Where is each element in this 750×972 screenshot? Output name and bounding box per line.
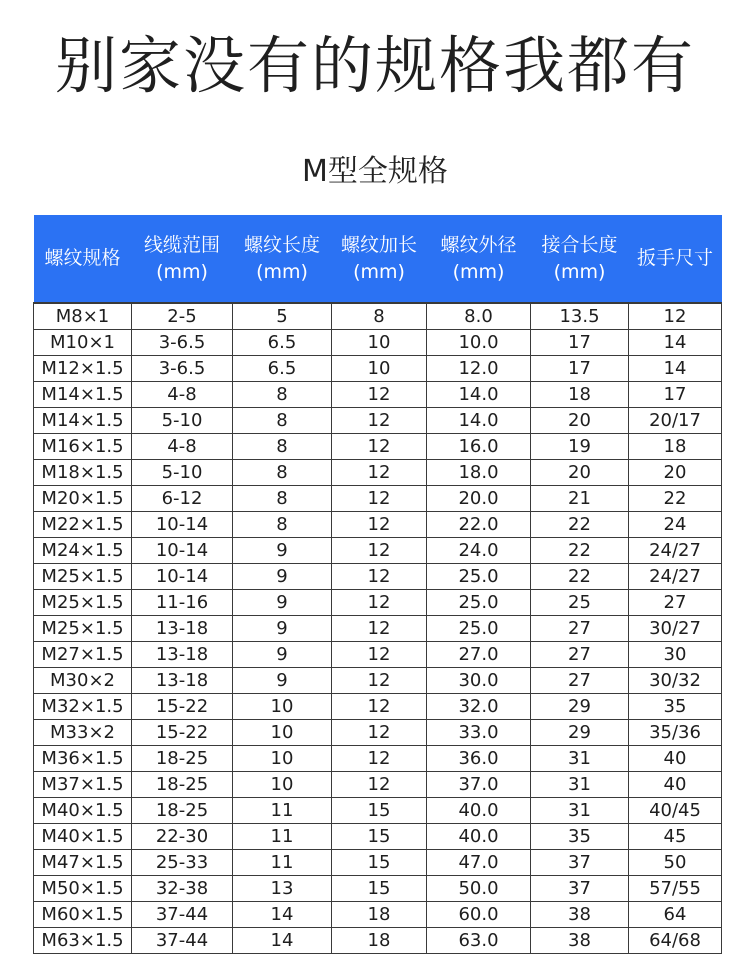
cell-cable-range: 4-8 — [132, 434, 233, 460]
cell-thread-length: 9 — [233, 538, 332, 564]
spec-table — [33, 215, 722, 954]
cell-engagement-length: 22 — [531, 512, 629, 538]
cell-engagement-length: 22 — [531, 538, 629, 564]
cell-thread-length: 14 — [233, 902, 332, 928]
cell-engagement-length: 38 — [531, 928, 629, 954]
cell-engagement-length: 20 — [531, 408, 629, 434]
cell-thread-outer-diameter: 25.0 — [427, 590, 531, 616]
cell-thread-outer-diameter: 24.0 — [427, 538, 531, 564]
cell-thread-outer-diameter: 63.0 — [427, 928, 531, 954]
table-row — [34, 564, 722, 590]
cell-thread-spec: M25×1.5 — [34, 590, 132, 616]
cell-wrench-size: 40 — [629, 772, 722, 798]
cell-thread-outer-diameter: 12.0 — [427, 356, 531, 382]
cell-thread-spec: M40×1.5 — [34, 798, 132, 824]
page-headline: 别家没有的规格我都有 — [54, 29, 695, 102]
column-header-thread-length — [233, 215, 332, 303]
cell-thread-spec: M47×1.5 — [34, 850, 132, 876]
cell-thread-extension: 15 — [332, 850, 427, 876]
cell-cable-range: 10-14 — [132, 564, 233, 590]
cell-thread-length: 6.5 — [233, 356, 332, 382]
cell-wrench-size: 35/36 — [629, 720, 722, 746]
cell-engagement-length: 31 — [531, 772, 629, 798]
cell-wrench-size: 64/68 — [629, 928, 722, 954]
cell-thread-length: 8 — [233, 382, 332, 408]
cell-thread-spec: M22×1.5 — [34, 512, 132, 538]
cell-thread-extension: 12 — [332, 590, 427, 616]
cell-thread-spec: M27×1.5 — [34, 642, 132, 668]
table-row — [34, 330, 722, 356]
cell-wrench-size: 20 — [629, 460, 722, 486]
table-row — [34, 512, 722, 538]
cell-cable-range: 10-14 — [132, 512, 233, 538]
cell-thread-extension: 12 — [332, 720, 427, 746]
column-header-unit: (mm) — [353, 260, 405, 283]
cell-thread-extension: 12 — [332, 564, 427, 590]
cell-thread-extension: 18 — [332, 902, 427, 928]
table-row — [34, 642, 722, 668]
cell-engagement-length: 31 — [531, 746, 629, 772]
cell-engagement-length: 29 — [531, 720, 629, 746]
column-header-wrench-size — [629, 215, 722, 303]
column-header-unit: (mm) — [553, 260, 606, 283]
cell-wrench-size: 14 — [629, 330, 722, 356]
column-header-label: 螺纹外径 — [440, 233, 517, 256]
table-row — [34, 408, 722, 434]
table-row — [34, 746, 722, 772]
cell-engagement-length: 22 — [531, 564, 629, 590]
cell-cable-range: 25-33 — [132, 850, 233, 876]
cell-thread-length: 10 — [233, 694, 332, 720]
table-row — [34, 538, 722, 564]
cell-thread-extension: 8 — [332, 303, 427, 330]
cell-thread-outer-diameter: 10.0 — [427, 330, 531, 356]
column-header-unit: (mm) — [156, 260, 208, 283]
cell-thread-length: 6.5 — [233, 330, 332, 356]
cell-thread-spec: M14×1.5 — [34, 408, 132, 434]
cell-cable-range: 2-5 — [132, 303, 233, 330]
cell-thread-outer-diameter: 22.0 — [427, 512, 531, 538]
cell-thread-extension: 12 — [332, 460, 427, 486]
cell-cable-range: 37-44 — [132, 902, 233, 928]
table-row — [34, 590, 722, 616]
table-title: M型全规格 — [302, 154, 448, 189]
cell-engagement-length: 13.5 — [531, 303, 629, 330]
cell-wrench-size: 24 — [629, 512, 722, 538]
cell-thread-extension: 12 — [332, 668, 427, 694]
cell-cable-range: 3-6.5 — [132, 356, 233, 382]
cell-wrench-size: 24/27 — [629, 564, 722, 590]
table-row — [34, 720, 722, 746]
column-header-label: 扳手尺寸 — [636, 247, 713, 269]
column-header-thread-outer-diameter — [427, 215, 531, 303]
table-body — [34, 303, 722, 954]
cell-thread-spec: M37×1.5 — [34, 772, 132, 798]
cell-cable-range: 10-14 — [132, 538, 233, 564]
cell-thread-length: 14 — [233, 928, 332, 954]
cell-thread-spec: M50×1.5 — [34, 876, 132, 902]
cell-wrench-size: 14 — [629, 356, 722, 382]
table-row — [34, 486, 722, 512]
cell-thread-length: 5 — [233, 303, 332, 330]
cell-thread-extension: 12 — [332, 694, 427, 720]
cell-thread-spec: M60×1.5 — [34, 902, 132, 928]
cell-thread-outer-diameter: 27.0 — [427, 642, 531, 668]
cell-thread-outer-diameter: 40.0 — [427, 798, 531, 824]
cell-thread-extension: 12 — [332, 382, 427, 408]
cell-thread-spec: M25×1.5 — [34, 564, 132, 590]
cell-engagement-length: 37 — [531, 876, 629, 902]
column-header-thread-spec — [34, 215, 132, 303]
cell-thread-length: 8 — [233, 460, 332, 486]
cell-thread-length: 9 — [233, 616, 332, 642]
cell-thread-outer-diameter: 30.0 — [427, 668, 531, 694]
cell-thread-outer-diameter: 40.0 — [427, 824, 531, 850]
cell-cable-range: 13-18 — [132, 642, 233, 668]
cell-cable-range: 3-6.5 — [132, 330, 233, 356]
cell-thread-spec: M63×1.5 — [34, 928, 132, 954]
cell-thread-spec: M25×1.5 — [34, 616, 132, 642]
cell-thread-extension: 12 — [332, 642, 427, 668]
table-row — [34, 876, 722, 902]
cell-engagement-length: 27 — [531, 668, 629, 694]
cell-wrench-size: 40/45 — [629, 798, 722, 824]
cell-thread-outer-diameter: 36.0 — [427, 746, 531, 772]
table-row — [34, 902, 722, 928]
cell-thread-length: 13 — [233, 876, 332, 902]
cell-thread-spec: M36×1.5 — [34, 746, 132, 772]
cell-engagement-length: 17 — [531, 330, 629, 356]
cell-engagement-length: 19 — [531, 434, 629, 460]
cell-thread-outer-diameter: 8.0 — [427, 303, 531, 330]
table-row — [34, 798, 722, 824]
cell-cable-range: 37-44 — [132, 928, 233, 954]
cell-cable-range: 11-16 — [132, 590, 233, 616]
cell-thread-extension: 12 — [332, 772, 427, 798]
cell-thread-extension: 12 — [332, 616, 427, 642]
cell-engagement-length: 18 — [531, 382, 629, 408]
cell-thread-spec: M24×1.5 — [34, 538, 132, 564]
cell-thread-extension: 10 — [332, 330, 427, 356]
table-row — [34, 356, 722, 382]
cell-wrench-size: 12 — [629, 303, 722, 330]
table-row — [34, 303, 722, 330]
cell-wrench-size: 17 — [629, 382, 722, 408]
cell-thread-length: 8 — [233, 434, 332, 460]
cell-thread-spec: M16×1.5 — [34, 434, 132, 460]
cell-thread-length: 8 — [233, 408, 332, 434]
cell-thread-outer-diameter: 14.0 — [427, 382, 531, 408]
cell-thread-length: 11 — [233, 824, 332, 850]
cell-wrench-size: 27 — [629, 590, 722, 616]
column-header-cable-range — [132, 215, 233, 303]
cell-engagement-length: 27 — [531, 642, 629, 668]
cell-thread-spec: M32×1.5 — [34, 694, 132, 720]
cell-wrench-size: 20/17 — [629, 408, 722, 434]
cell-thread-extension: 10 — [332, 356, 427, 382]
cell-cable-range: 18-25 — [132, 798, 233, 824]
cell-engagement-length: 29 — [531, 694, 629, 720]
cell-thread-outer-diameter: 25.0 — [427, 564, 531, 590]
cell-cable-range: 4-8 — [132, 382, 233, 408]
cell-thread-length: 9 — [233, 564, 332, 590]
table-row — [34, 434, 722, 460]
table-row — [34, 694, 722, 720]
cell-engagement-length: 31 — [531, 798, 629, 824]
table-header — [34, 215, 722, 303]
cell-thread-extension: 12 — [332, 538, 427, 564]
cell-thread-spec: M18×1.5 — [34, 460, 132, 486]
cell-cable-range: 32-38 — [132, 876, 233, 902]
column-header-label: 螺纹长度 — [243, 233, 320, 256]
cell-thread-spec: M14×1.5 — [34, 382, 132, 408]
column-header-label: 线缆范围 — [143, 233, 220, 256]
cell-thread-extension: 12 — [332, 486, 427, 512]
cell-thread-spec: M20×1.5 — [34, 486, 132, 512]
cell-engagement-length: 38 — [531, 902, 629, 928]
cell-wrench-size: 22 — [629, 486, 722, 512]
cell-thread-outer-diameter: 47.0 — [427, 850, 531, 876]
cell-engagement-length: 25 — [531, 590, 629, 616]
cell-cable-range: 18-25 — [132, 772, 233, 798]
cell-thread-length: 10 — [233, 720, 332, 746]
cell-thread-outer-diameter: 16.0 — [427, 434, 531, 460]
cell-cable-range: 15-22 — [132, 720, 233, 746]
cell-wrench-size: 30 — [629, 642, 722, 668]
column-header-unit: (mm) — [452, 260, 505, 283]
cell-thread-length: 8 — [233, 512, 332, 538]
cell-cable-range: 13-18 — [132, 616, 233, 642]
column-header-thread-extension — [332, 215, 427, 303]
cell-thread-extension: 12 — [332, 434, 427, 460]
header-row — [34, 215, 722, 303]
cell-engagement-length: 35 — [531, 824, 629, 850]
cell-cable-range: 15-22 — [132, 694, 233, 720]
cell-engagement-length: 21 — [531, 486, 629, 512]
cell-cable-range: 18-25 — [132, 746, 233, 772]
cell-wrench-size: 64 — [629, 902, 722, 928]
column-header-engagement-length — [531, 215, 629, 303]
cell-thread-spec: M8×1 — [34, 303, 132, 330]
cell-thread-outer-diameter: 33.0 — [427, 720, 531, 746]
cell-engagement-length: 37 — [531, 850, 629, 876]
cell-engagement-length: 27 — [531, 616, 629, 642]
cell-wrench-size: 45 — [629, 824, 722, 850]
cell-wrench-size: 40 — [629, 746, 722, 772]
column-header-label: 螺纹规格 — [44, 247, 121, 269]
cell-wrench-size: 30/32 — [629, 668, 722, 694]
table-row — [34, 850, 722, 876]
cell-thread-spec: M10×1 — [34, 330, 132, 356]
cell-cable-range: 5-10 — [132, 460, 233, 486]
cell-thread-outer-diameter: 18.0 — [427, 460, 531, 486]
cell-thread-spec: M40×1.5 — [34, 824, 132, 850]
table-row — [34, 928, 722, 954]
cell-thread-length: 10 — [233, 772, 332, 798]
column-header-label: 接合长度 — [541, 233, 618, 256]
cell-thread-extension: 15 — [332, 798, 427, 824]
cell-wrench-size: 57/55 — [629, 876, 722, 902]
cell-thread-length: 10 — [233, 746, 332, 772]
cell-thread-extension: 15 — [332, 824, 427, 850]
cell-thread-extension: 12 — [332, 512, 427, 538]
cell-thread-length: 9 — [233, 590, 332, 616]
cell-thread-outer-diameter: 25.0 — [427, 616, 531, 642]
cell-thread-length: 11 — [233, 850, 332, 876]
cell-thread-length: 11 — [233, 798, 332, 824]
table-row — [34, 668, 722, 694]
cell-engagement-length: 20 — [531, 460, 629, 486]
cell-thread-outer-diameter: 20.0 — [427, 486, 531, 512]
cell-thread-outer-diameter: 50.0 — [427, 876, 531, 902]
cell-thread-extension: 18 — [332, 928, 427, 954]
cell-wrench-size: 35 — [629, 694, 722, 720]
cell-thread-outer-diameter: 37.0 — [427, 772, 531, 798]
cell-cable-range: 13-18 — [132, 668, 233, 694]
column-header-label: 螺纹加长 — [340, 233, 417, 256]
cell-thread-length: 8 — [233, 486, 332, 512]
cell-thread-extension: 12 — [332, 408, 427, 434]
table-row — [34, 824, 722, 850]
cell-wrench-size: 18 — [629, 434, 722, 460]
cell-thread-length: 9 — [233, 642, 332, 668]
cell-thread-outer-diameter: 60.0 — [427, 902, 531, 928]
cell-thread-spec: M12×1.5 — [34, 356, 132, 382]
table-row — [34, 460, 722, 486]
cell-thread-extension: 12 — [332, 746, 427, 772]
cell-cable-range: 6-12 — [132, 486, 233, 512]
cell-engagement-length: 17 — [531, 356, 629, 382]
cell-thread-extension: 15 — [332, 876, 427, 902]
column-header-unit: (mm) — [256, 260, 308, 283]
table-row — [34, 616, 722, 642]
cell-thread-outer-diameter: 32.0 — [427, 694, 531, 720]
cell-thread-length: 9 — [233, 668, 332, 694]
cell-thread-spec: M33×2 — [34, 720, 132, 746]
table-row — [34, 772, 722, 798]
cell-cable-range: 5-10 — [132, 408, 233, 434]
cell-wrench-size: 30/27 — [629, 616, 722, 642]
cell-cable-range: 22-30 — [132, 824, 233, 850]
cell-wrench-size: 50 — [629, 850, 722, 876]
cell-thread-outer-diameter: 14.0 — [427, 408, 531, 434]
table-row — [34, 382, 722, 408]
cell-thread-spec: M30×2 — [34, 668, 132, 694]
cell-wrench-size: 24/27 — [629, 538, 722, 564]
